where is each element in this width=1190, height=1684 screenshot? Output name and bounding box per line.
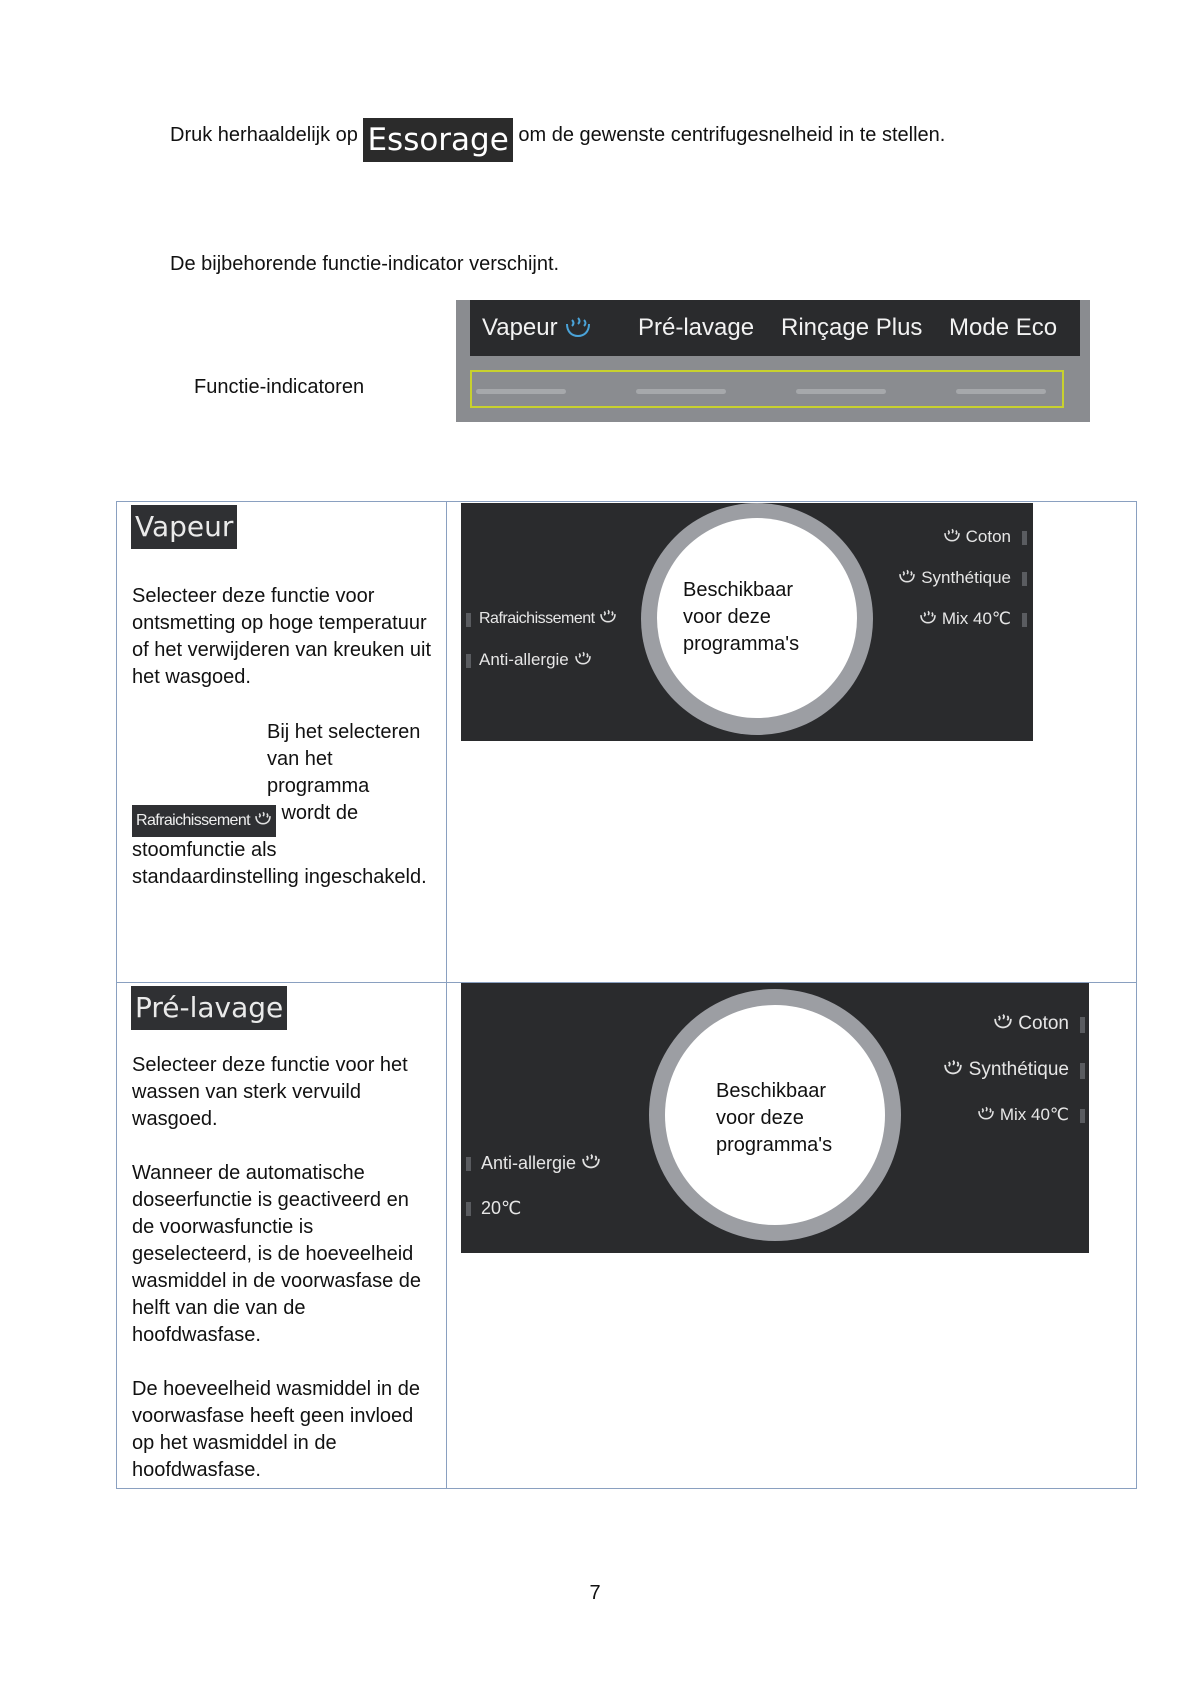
essorage-key: Essorage	[363, 118, 512, 162]
vapeur-note	[132, 719, 432, 891]
function-labels-strip	[470, 300, 1080, 356]
availability-line: voor deze	[683, 606, 771, 628]
program-anti-allergie	[479, 650, 592, 670]
indicator-light	[956, 389, 1046, 394]
indicator-mark	[1022, 531, 1027, 545]
steam-icon	[943, 528, 961, 542]
program-label: Coton	[965, 527, 1011, 546]
program-label: Mix 40℃	[999, 1105, 1069, 1124]
program-rafraichissement	[479, 609, 617, 628]
vapeur-note-part2: wordt de stoomfunctie als standaardinstelling ingeschakeld.	[132, 802, 427, 888]
program-20c: 20℃	[481, 1198, 522, 1218]
program-coton	[993, 1013, 1069, 1035]
program-label: Anti-allergie	[479, 650, 569, 669]
availability-line: programma's	[683, 633, 800, 655]
program-mix-40	[977, 1105, 1069, 1125]
program-synthetique	[898, 568, 1011, 588]
availability-line: voor deze	[716, 1107, 804, 1129]
page-number: 7	[589, 1582, 601, 1604]
steam-icon	[977, 1106, 995, 1120]
indicator-light	[796, 389, 886, 394]
intro-suffix: om de gewenste centrifugesnelheid in te stellen.	[518, 124, 946, 146]
function-vapeur	[482, 313, 592, 343]
steam-icon	[599, 609, 617, 623]
program-label: Mix 40℃	[941, 609, 1011, 628]
indicator-mark	[1080, 1017, 1085, 1033]
prelavage-program-panel	[461, 983, 1089, 1253]
function-mode-eco: Mode Eco	[949, 314, 1058, 341]
steam-icon	[254, 811, 272, 825]
intro-prefix: Druk herhaaldelijk op	[170, 124, 358, 146]
indicator-light	[636, 389, 726, 394]
program-coton	[943, 527, 1011, 547]
function-rincage-plus: Rinçage Plus	[781, 314, 923, 341]
intro-line	[170, 118, 945, 162]
function-table	[116, 501, 1137, 1489]
availability-line: Beschikbaar	[716, 1080, 827, 1102]
prelavage-dosing-note: Wanneer de automatische doseerfunctie is geactiveerd en de voorwasfunctie is geselecteerd, is de hoeveelheid wasmiddel in de voorwasfase de helft van die van de hoofdwasfase.	[132, 1162, 422, 1346]
program-label: Anti-allergie	[481, 1153, 577, 1173]
program-anti-allergie	[481, 1153, 601, 1174]
indicator-mark	[1022, 572, 1027, 586]
program-synthetique	[943, 1059, 1069, 1081]
steam-icon	[581, 1153, 601, 1169]
availability-line: programma's	[716, 1134, 833, 1156]
indicator-mark	[466, 1157, 471, 1171]
heading-vapeur: Vapeur	[131, 505, 237, 549]
rafraichissement-chip-label: Rafraichissement	[136, 812, 251, 829]
indicator-mark	[1022, 613, 1027, 627]
function-indicator-bar	[456, 300, 1090, 422]
availability-line: Beschikbaar	[683, 579, 794, 601]
vapeur-note-part1: Bij het selecteren van het programma	[267, 721, 421, 797]
program-label: Synthétique	[921, 568, 1011, 587]
steam-icon	[919, 610, 937, 624]
indicator-mark	[466, 1202, 471, 1216]
steam-icon	[993, 1013, 1013, 1029]
indicator-note: De bijbehorende functie-indicator verschijnt.	[170, 253, 560, 275]
vapeur-description: Selecteer deze functie voor ontsmetting op hoge temperatuur of het verwijderen van kreuken uit het wasgoed.	[132, 585, 432, 688]
availability-note	[716, 1078, 832, 1159]
indicator-lights-outline	[470, 370, 1064, 408]
heading-prelavage: Pré-lavage	[131, 986, 287, 1030]
indicator-mark	[1080, 1109, 1085, 1123]
indicator-mark	[466, 654, 471, 668]
function-vapeur-label: Vapeur	[482, 314, 558, 341]
steam-icon	[564, 316, 592, 338]
function-indicators-caption: Functie-indicatoren	[194, 376, 365, 398]
program-label: Synthétique	[968, 1059, 1069, 1080]
rafraichissement-chip	[132, 805, 276, 837]
column-divider	[446, 502, 447, 1488]
program-mix-40	[919, 609, 1011, 629]
program-label: Rafraichissement	[479, 610, 595, 627]
steam-icon	[943, 1059, 963, 1075]
steam-icon	[898, 569, 916, 583]
availability-note	[683, 577, 799, 658]
steam-icon	[574, 651, 592, 665]
prelavage-description: Selecteer deze functie voor het wassen van sterk vervuild wasgoed.	[132, 1054, 408, 1130]
function-prelavage: Pré-lavage	[638, 314, 755, 341]
program-label: Coton	[1018, 1013, 1069, 1034]
prelavage-main-wash-note: De hoeveelheid wasmiddel in de voorwasfase heeft geen invloed op het wasmiddel in de hoofdwasfase.	[132, 1378, 420, 1481]
indicator-light	[476, 389, 566, 394]
indicator-mark	[1080, 1063, 1085, 1079]
indicator-mark	[466, 613, 471, 627]
vapeur-program-panel	[461, 503, 1033, 741]
